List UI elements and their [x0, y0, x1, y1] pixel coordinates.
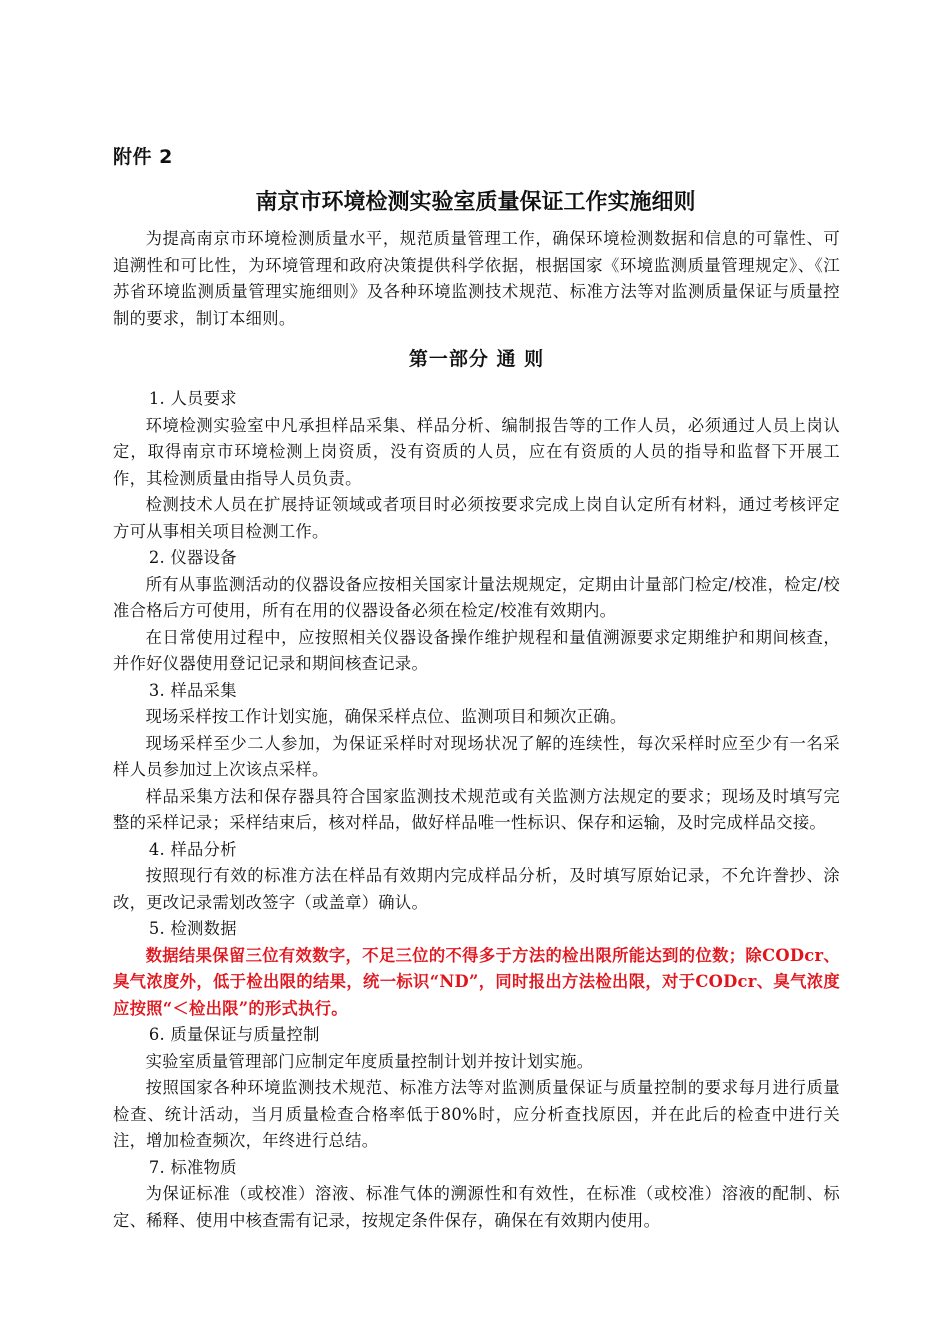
paragraph: 样品采集方法和保存器具符合国家监测技术规范或有关监测方法规定的要求；现场及时填写完整的采样记录；采样结束后，核对样品，做好样品唯一性标识、保存和运输，及时完成样品交接。 [113, 786, 840, 832]
paragraph: 为保证标准（或校准）溶液、标准气体的溯源性和有效性，在标准（或校准）溶液的配制、标定、稀释、使用中核查需有记录，按规定条件保存，确保在有效期内使用。 [113, 1184, 840, 1230]
paragraph: 在日常使用过程中，应按照相关仪器设备操作维护规程和量值溯源要求定期维护和期间核查，并作好仪器使用登记记录和期间核查记录。 [113, 627, 840, 673]
section-heading-qa-qc: 6. 质量保证与质量控制 [148, 1025, 320, 1044]
highlighted-data-rule: 数据结果保留三位有效数字，不足三位的不得多于方法的检出限所能达到的位数；除CODcr、臭气浓度外，低于检出限的结果，统一标识“ND”，同时报出方法检出限，对于CODcr、臭气浓度应按照“＜检出限”的形式执行。 [113, 945, 840, 1018]
paragraph: 环境检测实验室中凡承担样品采集、样品分析、编制报告等的工作人员，必须通过人员上岗认定，取得南京市环境检测上岗资质，没有资质的人员，应在有资质的人员的指导和监督下开展工作，其检测质量由指导人员负责。 [113, 415, 840, 488]
section-heading-personnel: 1. 人员要求 [148, 389, 237, 408]
document-body [113, 226, 840, 1234]
paragraph: 现场采样至少二人参加，为保证采样时对现场状况了解的连续性，每次采样时应至少有一名采样人员参加过上次该点采样。 [113, 733, 840, 779]
section-heading-equipment: 2. 仪器设备 [148, 548, 237, 567]
section-heading-reference-materials: 7. 标准物质 [148, 1157, 237, 1177]
paragraph: 按照国家各种环境监测技术规范、标准方法等对监测质量保证与质量控制的要求每月进行质量检查、统计活动，当月质量检查合格率低于80%时，应分析查找原因，并在此后的检查中进行关注，增加检查频次，年终进行总结。 [113, 1078, 840, 1150]
section-heading-sampling: 3. 样品采集 [148, 680, 237, 700]
paragraph: 实验室质量管理部门应制定年度质量控制计划并按计划实施。 [145, 1051, 594, 1071]
paragraph: 检测技术人员在扩展持证领域或者项目时必须按要求完成上岗自认定所有材料，通过考核评定方可从事相关项目检测工作。 [113, 495, 840, 541]
attachment-label: 附件 2 [113, 146, 173, 168]
section-heading-analysis: 4. 样品分析 [148, 839, 237, 859]
paragraph: 所有从事监测活动的仪器设备应按相关国家计量法规规定，定期由计量部门检定/校准，检定/校准合格后方可使用，所有在用的仪器设备必须在检定/校准有效期内。 [113, 574, 840, 620]
paragraph: 按照现行有效的标准方法在样品有效期内完成样品分析，及时填写原始记录，不允许誊抄、涂改，更改记录需划改签字（或盖章）确认。 [113, 866, 840, 912]
part1-heading: 第一部分 通 则 [408, 348, 545, 370]
paragraph: 现场采样按工作计划实施，确保采样点位、监测项目和频次正确。 [145, 707, 627, 726]
document-page [113, 0, 843, 1344]
intro-paragraph: 为提高南京市环境检测质量水平，规范质量管理工作，确保环境检测数据和信息的可靠性、可追溯性和可比性，为环境管理和政府决策提供科学依据，根据国家《环境监测质量管理规定》、《江苏省环境监测质量管理实施细则》及各种环境监测技术规范、标准方法等对监测质量保证与质量控制的要求，制订本细则。 [113, 229, 840, 328]
section-heading-data: 5. 检测数据 [148, 919, 237, 938]
document-title: 南京市环境检测实验室质量保证工作实施细则 [255, 190, 696, 215]
